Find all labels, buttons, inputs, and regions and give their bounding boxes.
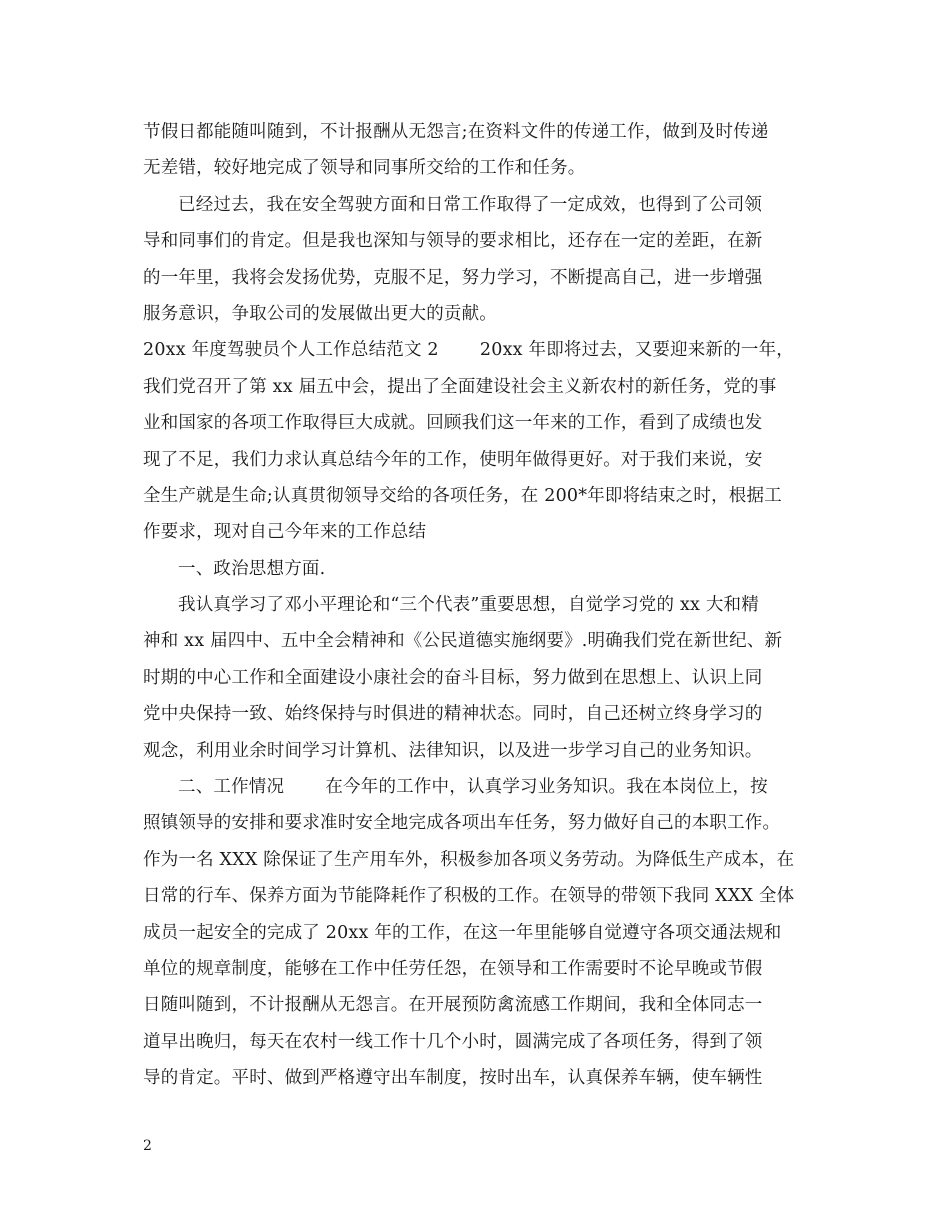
text-line: 业和国家的各项工作取得巨大成就。回顾我们这一年来的工作，看到了成绩也发: [143, 413, 763, 434]
text-line: 照镇领导的安排和要求准时安全地完成各项出车任务，努力做好自己的本职工作。: [143, 813, 781, 834]
text-line: 导和同事们的肯定。但是我也深知与领导的要求相比，还存在一定的差距，在新: [143, 231, 763, 252]
text-line: 成员一起安全的完成了 20xx 年的工作，在这一年里能够自觉遵守各项交通法规和: [143, 922, 782, 943]
text-line: 一、政治思想方面.: [178, 558, 326, 579]
text-line: 我们党召开了第 xx 届五中会，提出了全面建设社会主义新农村的新任务，党的事: [143, 376, 777, 397]
text-line: 单位的规章制度，能够在工作中任劳任怨，在领导和工作需要时不论早晚或节假: [143, 958, 763, 979]
text-line: 全生产就是生命;认真贯彻领导交给的各项任务，在 200*年即将结束之时，根据工: [143, 485, 782, 506]
text-line: 时期的中心工作和全面建设小康社会的奋斗目标，努力做到在思想上、认识上同: [143, 667, 763, 688]
text-line: 作为一名 XXX 除保证了生产用车外，积极参加各项义务劳动。为降低生产成本，在: [143, 849, 795, 870]
text-line: 日随叫随到，不计报酬从无怨言。在开展预防禽流感工作期间，我和全体同志一: [143, 995, 763, 1016]
text-line: 我认真学习了邓小平理论和“三个代表”重要思想，自觉学习党的 xx 大和精: [178, 595, 759, 616]
document-body: [143, 114, 811, 1097]
text-line: 道早出晚归，每天在农村一线工作十几个小时，圆满完成了各项任务，得到了领: [143, 1031, 763, 1052]
text-line: 现了不足，我们力求认真总结今年的工作，使明年做得更好。对于我们来说，安: [143, 449, 763, 470]
text-line: 节假日都能随叫随到，不计报酬从无怨言;在资料文件的传递工作，做到及时传递: [143, 122, 769, 142]
text-line: 无差错，较好地完成了领导和同事所交给的工作和任务。: [143, 158, 586, 179]
page-number: 2: [143, 1138, 152, 1154]
text-line: 服务意识，争取公司的发展做出更大的贡献。: [143, 303, 497, 324]
text-line: 作要求，现对自己今年来的工作总结: [143, 522, 427, 543]
text-line: 神和 xx 届四中、五中全会精神和《公民道德实施纲要》.明确我们党在新世纪、新: [143, 631, 783, 652]
text-line: 二、工作情况 在今年的工作中，认真学习业务知识。我在本岗位上，按: [178, 777, 768, 798]
text-line: 导的肯定。平时、做到严格遵守出车制度，按时出车，认真保养车辆，使车辆性: [143, 1068, 763, 1089]
text-line: 观念，利用业余时间学习计算机、法律知识，以及进一步学习自己的业务知识。: [143, 740, 763, 761]
text-line: 已经过去，我在安全驾驶方面和日常工作取得了一定成效，也得到了公司领: [178, 194, 763, 215]
text-line: 日常的行车、保养方面为节能降耗作了积极的工作。在领导的带领下我同 XXX 全体: [143, 886, 795, 907]
text-line: 党中央保持一致、始终保持与时俱进的精神状态。同时，自己还树立终身学习的: [143, 704, 763, 725]
text-line: 20xx 年度驾驶员个人工作总结范文 2 20xx 年即将过去，又要迎来新的一年，: [143, 340, 794, 361]
text-line: 的一年里，我将会发扬优势，克服不足，努力学习，不断提高自己，进一步增强: [143, 267, 763, 288]
